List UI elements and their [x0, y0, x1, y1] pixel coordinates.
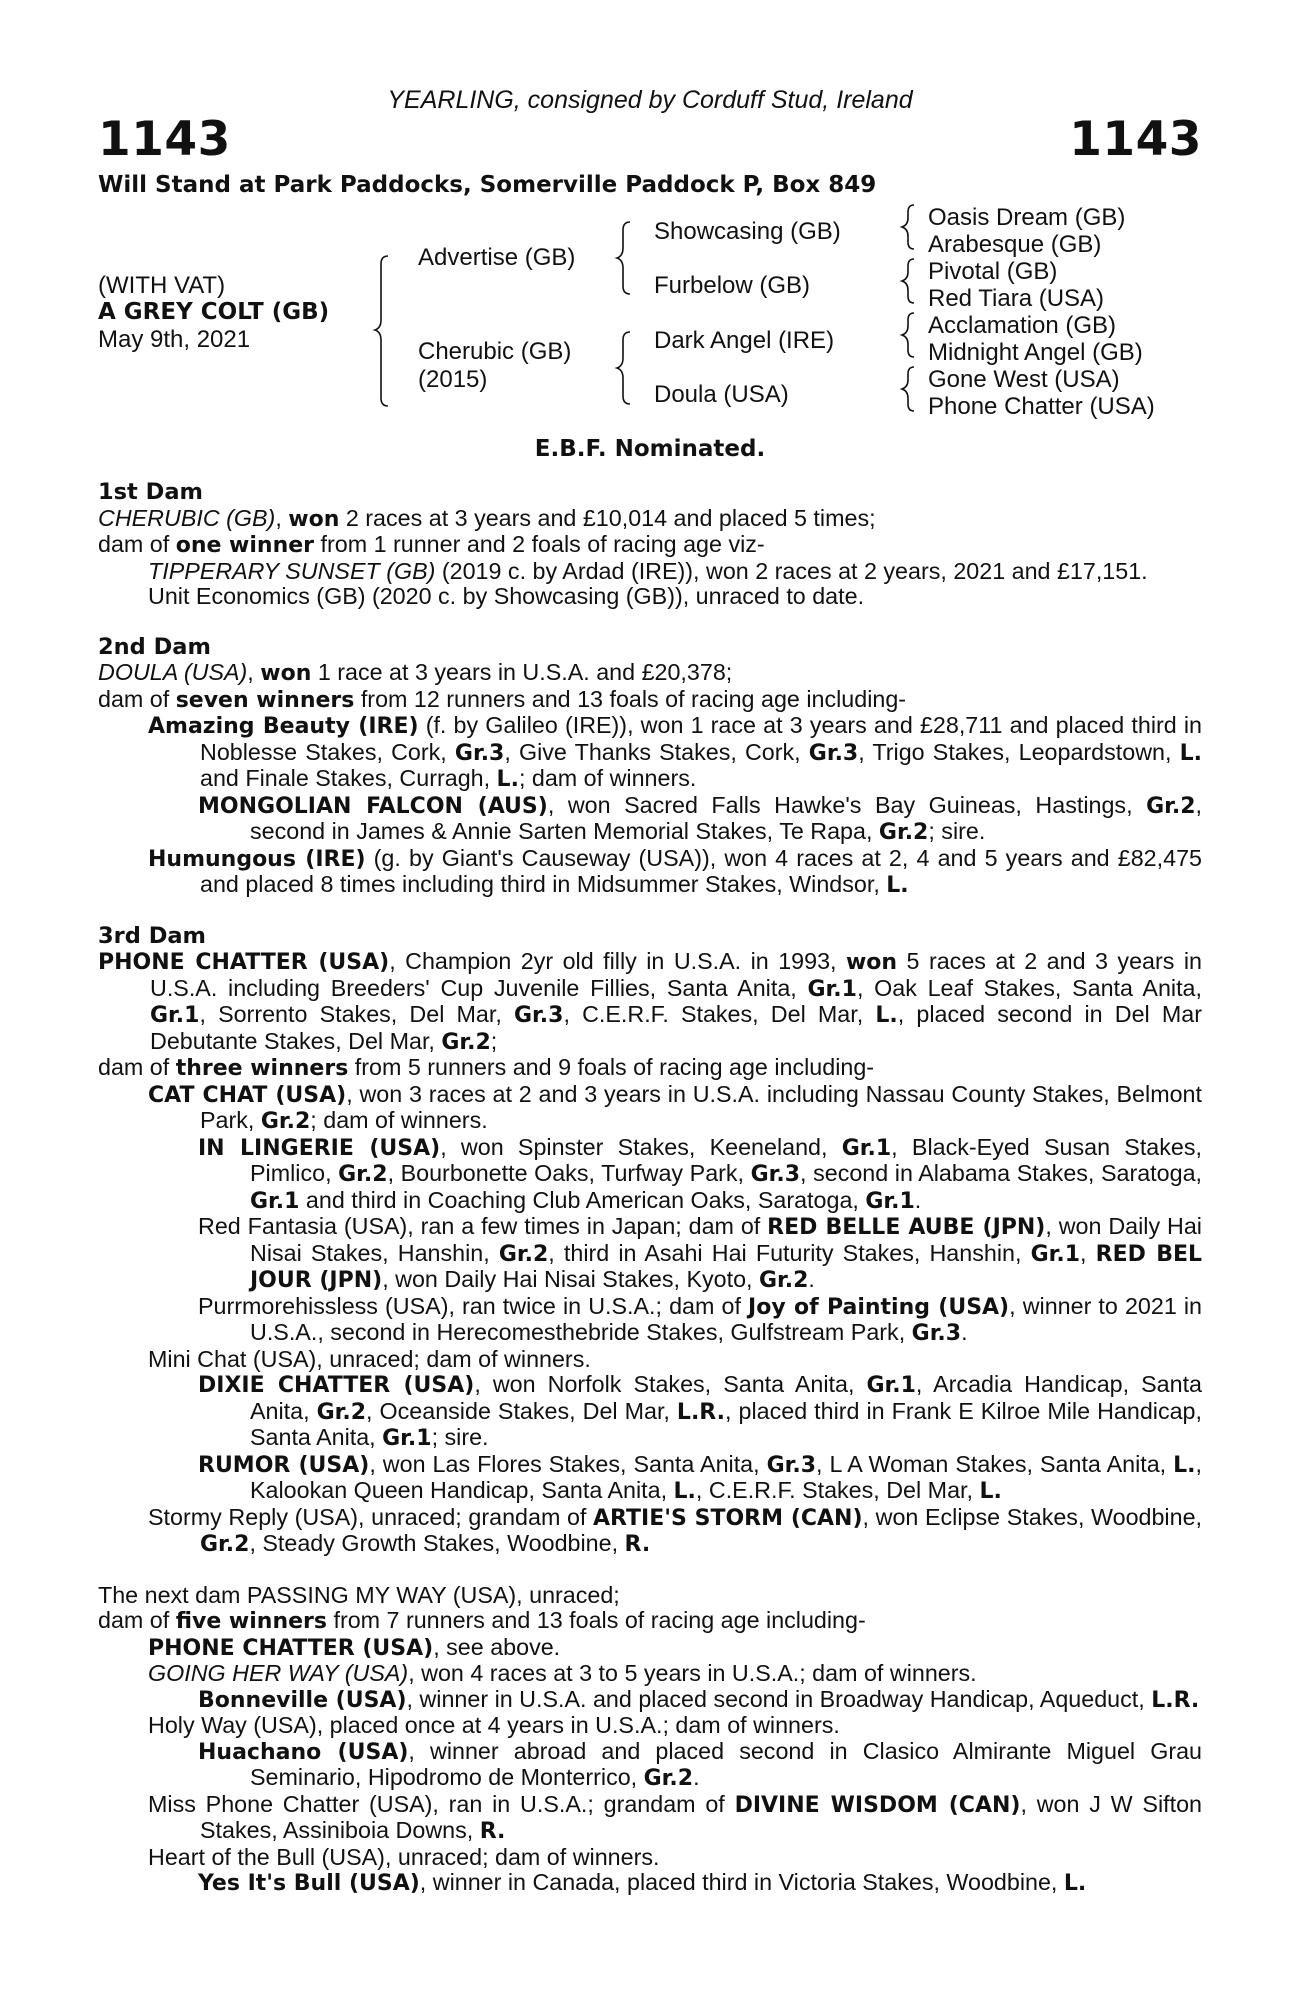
- gen3-name: Pivotal (GB): [928, 258, 1058, 285]
- entry-text: , won 3 races at 2 and 3 years in U.S.A. including Nassau County Stakes, Belmont Park,: [200, 1080, 1202, 1133]
- entry-text: , Bourbonette Oaks, Turfway Park,: [387, 1160, 751, 1186]
- bold-text: L.: [875, 1003, 898, 1028]
- entry-text: ; sire.: [431, 1424, 489, 1450]
- entry-text: , see above.: [433, 1633, 561, 1660]
- bold-text: Gr.1: [841, 1135, 892, 1161]
- entry-text: , Give Thanks Stakes, Cork,: [504, 738, 809, 765]
- pedigree-entry: [98, 1505, 1202, 1558]
- entry-text: The next dam PASSING MY WAY (USA), unraced;: [98, 1581, 620, 1608]
- pedigree-entry: [98, 949, 1202, 1055]
- bold-text: Gr.1: [150, 1003, 200, 1028]
- entry-text: dam of: [98, 1607, 176, 1633]
- entry-text: , won Daily Hai Nisai Stakes, Hanshin,: [250, 1213, 1202, 1266]
- bold-text: Gr.3: [454, 740, 505, 766]
- entry-text: Holy Way (USA), placed once at 4 years in U.S.A.; dam of winners.: [148, 1712, 840, 1738]
- entry-text: Stormy Reply (USA), unraced; grandam of: [148, 1503, 594, 1530]
- bold-text: five winners: [175, 1609, 327, 1634]
- entry-text: Unit Economics (GB) (2020 c. by Showcasing (GB)), unraced to date.: [148, 583, 865, 609]
- bold-text: L.: [1063, 1871, 1087, 1896]
- bold-text: one winner: [175, 533, 315, 558]
- pedigree-brackets: [98, 0, 1202, 430]
- entry-text: , winner to 2021 in U.S.A., second in Herecomesthebride Stakes, Gulfstream Park,: [250, 1292, 1203, 1345]
- pedigree-entry: [98, 1214, 1202, 1294]
- entry-text: dam of: [98, 685, 176, 712]
- bold-text: Gr.3: [750, 1162, 801, 1187]
- gen3-name: Phone Chatter (USA): [928, 393, 1155, 420]
- entry-text: 2 races at 3 years and £10,014 and placed 5 times;: [339, 504, 876, 531]
- entry-text: , Black-Eyed Susan Stakes, Pimlico,: [250, 1133, 1202, 1186]
- entry-text: , won Las Flores Stakes, Santa Anita,: [369, 1450, 767, 1477]
- bold-text: won: [288, 506, 340, 532]
- italic-text: CHERUBIC (GB): [98, 504, 276, 531]
- ebf-note: E.B.F. Nominated.: [534, 436, 766, 462]
- pedigree-entry: [98, 1452, 1202, 1505]
- entry-text: , second in James & Annie Sarten Memorial Stakes, Te Rapa,: [250, 791, 1202, 844]
- italic-text: TIPPERARY SUNSET (GB): [148, 557, 436, 584]
- entry-text: , Champion 2yr old filly in U.S.A. in 1993,: [389, 948, 846, 974]
- entry-text: ,: [275, 504, 289, 531]
- pedigree-entry: [98, 1687, 1202, 1714]
- bold-text: seven winners: [175, 687, 355, 713]
- entry-text: from 1 runner and 2 foals of racing age viz-: [314, 531, 765, 557]
- entry-text: ,: [247, 659, 261, 685]
- horse-name: A GREY COLT (GB): [98, 299, 330, 325]
- pedigree-entry: [98, 793, 1202, 846]
- entry-text: , Arcadia Handicap, Santa Anita,: [250, 1371, 1203, 1424]
- italic-text: GOING HER WAY (USA): [148, 1660, 409, 1686]
- entry-text: , Trigo Stakes, Leopardstown,: [858, 738, 1180, 765]
- entry-text: Miss Phone Chatter (USA), ran in U.S.A.; grandam of: [148, 1790, 735, 1817]
- bold-text: PHONE CHATTER (USA): [148, 1635, 434, 1661]
- entry-text: ,: [1080, 1239, 1096, 1266]
- bold-text: L.: [496, 767, 519, 792]
- bold-text: Gr.2: [338, 1162, 388, 1187]
- bold-text: Gr.1: [1030, 1241, 1081, 1267]
- entry-text: , winner in U.S.A. and placed second in Broadway Handicap, Aqueduct,: [406, 1685, 1152, 1712]
- lot-number-left: 1143: [98, 112, 231, 167]
- entry-text: , won 4 races at 3 to 5 years in U.S.A.; dam of winners.: [408, 1660, 977, 1686]
- entry-text: Purrmorehissless (USA), ran twice in U.S.A.; dam of: [198, 1292, 749, 1319]
- pedigree-entry: [98, 687, 1202, 714]
- italic-text: DOULA (USA): [98, 659, 248, 685]
- entry-text: , Oceanside Stakes, Del Mar,: [366, 1397, 677, 1424]
- entry-text: dam of: [98, 1054, 176, 1080]
- section-heading: 2nd Dam: [98, 633, 211, 660]
- bold-text: R.: [479, 1819, 506, 1844]
- sire-name: Advertise (GB): [418, 244, 576, 271]
- gen3-name: Arabesque (GB): [928, 231, 1102, 258]
- bold-text: Gr.3: [766, 1452, 817, 1478]
- entry-text: , won Eclipse Stakes, Woodbine,: [862, 1503, 1202, 1530]
- entry-text: , winner abroad and placed second in Clasico Almirante Miguel Grau Seminario, Hipodromo de Monterrico,: [250, 1737, 1202, 1790]
- entry-text: .: [808, 1266, 815, 1292]
- entry-text: (g. by Giant's Causeway (USA)), won 4 races at 2, 4 and 5 years and £82,475 and placed 8 times including third in Midsummer Stakes, Windsor,: [200, 844, 1202, 897]
- bold-text: Gr.2: [200, 1532, 250, 1557]
- entry-text: , won Sacred Falls Hawke's Bay Guineas, Hastings,: [547, 791, 1147, 818]
- bold-text: IN LINGERIE (USA): [198, 1135, 441, 1161]
- stand-location: Will Stand at Park Paddocks, Somerville Paddock P, Box 849: [98, 172, 877, 198]
- pedigree-entry: [98, 559, 1202, 585]
- bold-text: PHONE CHATTER (USA): [98, 950, 390, 975]
- section-heading: 3rd Dam: [98, 922, 206, 949]
- bold-text: Gr.2: [260, 1109, 311, 1134]
- entry-text: , Sorrento Stakes, Del Mar,: [199, 1001, 514, 1027]
- bold-text: Huachano (USA): [198, 1739, 409, 1765]
- pedigree-entry: [98, 1135, 1202, 1215]
- bold-text: Gr.2: [441, 1029, 491, 1055]
- dam-year: (2015): [418, 366, 488, 393]
- bold-text: RED BELLE AUBE (JPN): [767, 1215, 1046, 1240]
- bold-text: Gr.1: [807, 976, 857, 1002]
- dam-name: Cherubic (GB): [418, 338, 572, 365]
- bold-text: DIXIE CHATTER (USA): [198, 1373, 475, 1398]
- gen2-name: Furbelow (GB): [654, 272, 811, 299]
- section-heading: 1st Dam: [98, 479, 203, 505]
- bold-text: Gr.2: [758, 1268, 809, 1293]
- pedigree-entry: [98, 1055, 1202, 1082]
- pedigree-entry: [98, 1635, 1202, 1662]
- pedigree-entry: [98, 846, 1202, 899]
- entry-text: Red Fantasia (USA), ran a few times in Japan; dam of: [198, 1213, 768, 1239]
- entry-text: .: [961, 1319, 968, 1345]
- bold-text: MONGOLIAN FALCON (AUS): [198, 793, 548, 819]
- entry-text: ; sire.: [928, 818, 986, 844]
- entry-text: , L A Woman Stakes, Santa Anita,: [816, 1450, 1174, 1477]
- bold-text: L.R.: [1151, 1687, 1200, 1713]
- gen2-name: Showcasing (GB): [654, 218, 841, 245]
- entry-text: , C.E.R.F. Stakes, Del Mar,: [695, 1477, 980, 1503]
- gen3-name: Red Tiara (USA): [928, 285, 1105, 312]
- gen2-name: Dark Angel (IRE): [654, 327, 835, 354]
- entry-text: , won Daily Hai Nisai Stakes, Kyoto,: [382, 1266, 759, 1292]
- bold-text: Amazing Beauty (IRE): [148, 714, 419, 739]
- pedigree-entry: [98, 713, 1202, 793]
- bold-text: Gr.2: [316, 1399, 367, 1425]
- bold-text: L.: [673, 1479, 696, 1504]
- bold-text: three winners: [175, 1056, 349, 1081]
- entry-text: dam of: [98, 531, 176, 557]
- entry-text: and Finale Stakes, Curragh,: [200, 765, 497, 791]
- bold-text: L.: [979, 1479, 1002, 1504]
- gen3-name: Midnight Angel (GB): [928, 339, 1143, 366]
- pedigree-entry: [98, 1372, 1202, 1452]
- bold-text: Humungous (IRE): [148, 846, 366, 872]
- bold-text: won: [260, 661, 312, 686]
- horse-dob: May 9th, 2021: [98, 326, 251, 353]
- pedigree-entry: [98, 506, 1202, 533]
- pedigree-entry: [98, 584, 1202, 610]
- bold-text: RUMOR (USA): [198, 1452, 370, 1478]
- bold-text: Gr.1: [865, 1188, 915, 1214]
- gen3-name: Acclamation (GB): [928, 312, 1117, 339]
- entry-text: (2019 c. by Ardad (IRE)), won 2 races at 2 years, 2021 and £17,151.: [435, 557, 1148, 584]
- entry-text: .: [693, 1764, 700, 1790]
- section-gap: [98, 1558, 1202, 1583]
- bold-text: DIVINE WISDOM (CAN): [734, 1792, 1021, 1818]
- bold-text: won: [845, 950, 898, 975]
- entry-text: , Kalookan Queen Handicap, Santa Anita,: [250, 1450, 1203, 1503]
- entry-text: , C.E.R.F. Stakes, Del Mar,: [563, 1001, 876, 1027]
- bold-text: L.: [1173, 1452, 1196, 1478]
- vat-note: (WITH VAT): [98, 272, 226, 299]
- entry-text: , Steady Growth Stakes, Woodbine,: [249, 1530, 625, 1556]
- entry-text: 1 race at 3 years in U.S.A. and £20,378;: [311, 659, 733, 685]
- bold-text: Yes It's Bull (USA): [198, 1871, 420, 1896]
- entry-text: from 12 runners and 13 foals of racing age including-: [354, 685, 907, 712]
- entry-text: , won Norfolk Stakes, Santa Anita,: [474, 1371, 867, 1397]
- bold-text: ARTIE'S STORM (CAN): [593, 1505, 863, 1531]
- section-gap: [98, 899, 1202, 924]
- entry-text: Mini Chat (USA), unraced; dam of winners.: [148, 1345, 591, 1372]
- bold-text: L.: [1179, 740, 1202, 766]
- bold-text: Gr.3: [808, 740, 859, 766]
- entry-text: (f. by Galileo (IRE)), won 1 race at 3 years and £28,711 and placed third in Noblesse Stakes, Cork,: [200, 712, 1202, 765]
- bold-text: Gr.3: [911, 1321, 962, 1346]
- pedigree-entry: [98, 1845, 1202, 1871]
- entry-text: from 5 runners and 9 foals of racing age including-: [348, 1054, 875, 1080]
- entry-text: from 7 runners and 13 foals of racing age including-: [327, 1607, 866, 1633]
- entry-text: Heart of the Bull (USA), unraced; dam of winners.: [148, 1843, 660, 1870]
- bold-text: Gr.2: [878, 820, 929, 845]
- gen3-name: Oasis Dream (GB): [928, 204, 1126, 231]
- entry-text: and third in Coaching Club American Oaks, Saratoga,: [299, 1186, 866, 1213]
- pedigree-entry: [98, 1608, 1202, 1635]
- pedigree-entry: [98, 660, 1202, 687]
- pedigree-entry: [98, 1583, 1202, 1609]
- consignor-line: YEARLING, consigned by Corduff Stud, Ireland: [387, 86, 913, 114]
- gen3-name: Gone West (USA): [928, 366, 1120, 393]
- pedigree-entry: [98, 1870, 1202, 1897]
- section-gap: [98, 610, 1202, 635]
- entry-text: , third in Asahi Hai Futurity Stakes, Hanshin,: [548, 1239, 1031, 1266]
- entry-text: ; dam of winners.: [518, 765, 697, 791]
- entry-text: , second in Alabama Stakes, Saratoga,: [800, 1160, 1202, 1186]
- pedigree-entry: [98, 532, 1202, 559]
- entry-text: 5 races at 2 and 3 years in U.S.A. including Breeders' Cup Juvenile Fillies, Santa Anita,: [150, 948, 1202, 1001]
- entry-text: , placed third in Frank E Kilroe Mile Handicap, Santa Anita,: [250, 1397, 1202, 1450]
- pedigree-entry: [98, 1713, 1202, 1739]
- pedigree-entry: [98, 1294, 1202, 1347]
- produce-record: [98, 480, 1202, 1897]
- bold-text: Bonneville (USA): [198, 1687, 407, 1713]
- bold-text: Gr.1: [866, 1373, 916, 1398]
- bold-text: Gr.1: [382, 1426, 432, 1451]
- entry-text: , winner in Canada, placed third in Victoria Stakes, Woodbine,: [419, 1869, 1064, 1895]
- entry-text: ; dam of winners.: [310, 1107, 488, 1133]
- entry-text: , Oak Leaf Stakes, Santa Anita,: [856, 974, 1202, 1001]
- pedigree-entry: [98, 1739, 1202, 1792]
- bold-text: RED BEL JOUR (JPN): [250, 1241, 1203, 1293]
- bold-text: L.: [886, 873, 909, 898]
- entry-text: , placed second in Del Mar Debutante Stakes, Del Mar,: [150, 1001, 1202, 1054]
- bold-text: Gr.2: [643, 1766, 694, 1791]
- bold-text: Joy of Painting (USA): [748, 1294, 1010, 1320]
- bold-text: Gr.2: [1146, 793, 1196, 819]
- entry-text: , won J W Sifton Stakes, Assiniboia Downs,: [200, 1790, 1203, 1843]
- bold-text: Gr.2: [498, 1241, 549, 1267]
- entry-text: ;: [490, 1027, 498, 1054]
- lot-number-right: 1143: [1069, 112, 1202, 167]
- bold-text: L.R.: [676, 1399, 726, 1425]
- entry-text: , won Spinster Stakes, Keeneland,: [440, 1133, 842, 1160]
- gen2-name: Doula (USA): [654, 381, 789, 408]
- bold-text: Gr.3: [514, 1003, 564, 1028]
- entry-text: .: [914, 1186, 922, 1213]
- pedigree-entry: [98, 1792, 1202, 1845]
- bold-text: CAT CHAT (USA): [148, 1082, 347, 1108]
- pedigree-entry: [98, 1661, 1202, 1687]
- bold-text: Gr.1: [250, 1188, 300, 1214]
- bold-text: R.: [624, 1532, 651, 1557]
- pedigree-entry: [98, 1347, 1202, 1373]
- pedigree-entry: [98, 1082, 1202, 1135]
